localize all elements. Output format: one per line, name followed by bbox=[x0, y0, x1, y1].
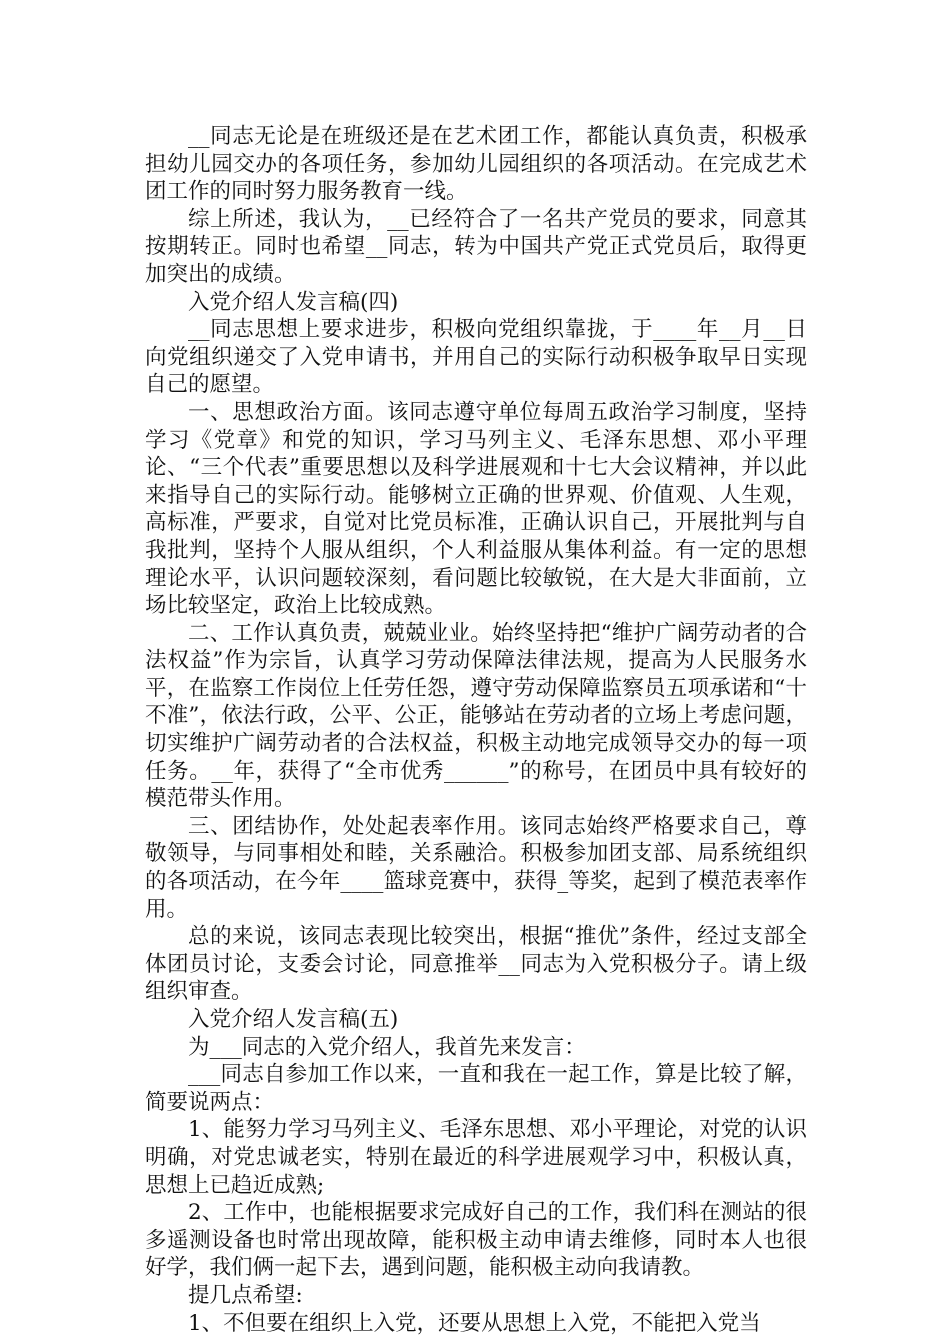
paragraph-work-attitude: 二、工作认真负责，兢兢业业。始终坚持把“维护广阔劳动者的合法权益”作为宗旨，认真学习劳动保障法律法规，提高为人民服务水平，在监察工作岗位上任劳任怨，遵守劳动保障监察员五项承诺和“十不准”，依法行政，公平、公正，能够站在劳动者的立场上考虑问题，切实维护广阔劳动者的合法权益，积极主动地完成领导交办的每一项任务。__年，获得了“全市优秀______”的称号，在团员中具有较好的模范带头作用。 bbox=[145, 620, 807, 812]
paragraph-conclusion: 总的来说，该同志表现比较突出，根据“推优”条件，经过支部全体团员讨论，支委会讨论，同意推举__同志为入党积极分子。请上级组织审查。 bbox=[145, 924, 807, 1005]
paragraph-acquaintance: ___同志自参加工作以来，一直和我在一起工作，算是比较了解，简要说两点： bbox=[145, 1062, 807, 1115]
paragraph-hopes-heading: 提几点希望: bbox=[188, 1282, 303, 1308]
paragraph-teamwork: 三、团结协作，处处起表率作用。该同志始终严格要求自己，尊敬领导，与同事相处和睦，关系融洽。积极参加团支部、局系统组织的各项活动，在今年____篮球竞赛中，获得_等奖，起到了模范表率作用。 bbox=[145, 813, 807, 922]
paragraph-hope-one: 1、不但要在组织上入党，还要从思想上入党，不能把入党当 bbox=[188, 1310, 761, 1336]
section-heading-four: 入党介绍人发言稿(四) bbox=[188, 289, 399, 315]
section-heading-five: 入党介绍人发言稿(五) bbox=[188, 1007, 399, 1032]
paragraph-summary-approval: 综上所述，我认为，__已经符合了一名共产党员的要求，同意其按期转正。同时也希望__同志，转为中国共产党正式党员后，取得更加突出的成绩。 bbox=[145, 206, 807, 287]
paragraph-point-one: 1、能努力学习马列主义、毛泽东思想、邓小平理论，对党的认识明确，对党忠诚老实，特别在最近的科学进展观学习中，积极认真，思想上已趋近成熟; bbox=[145, 1117, 807, 1198]
paragraph-introducer-opening: 为___同志的入党介绍人，我首先来发言： bbox=[188, 1034, 586, 1060]
paragraph-point-two: 2、工作中，也能根据要求完成好自己的工作，我们科在测站的很多遥测设备也时常出现故障，能积极主动申请去维修，同时本人也很好学，我们俩一起下去，遇到问题，能积极主动向我请教。 bbox=[145, 1200, 807, 1281]
paragraph-art-troupe-work: __同志无论是在班级还是在艺术团工作，都能认真负责，积极承担幼儿园交办的各项任务，参加幼儿园组织的各项活动。在完成艺术团工作的同时努力服务教育一线。 bbox=[145, 124, 807, 205]
paragraph-political-thought: 一、思想政治方面。该同志遵守单位每周五政治学习制度，坚持学习《党章》和党的知识，学习马列主义、毛泽东思想、邓小平理论、“三个代表”重要思想以及科学进展观和十七大会议精神，并以此来指导自己的实际行动。能够树立正确的世界观、价值观、人生观，高标准，严要求，自觉对比党员标准，正确认识自己，开展批判与自我批判，坚持个人服从组织，个人利益服从集体利益。有一定的思想理论水平，认识问题较深刻，看问题比较敏锐，在大是大非面前，立场比较坚定，政治上比较成熟。 bbox=[145, 399, 807, 619]
document-page bbox=[145, 123, 807, 1337]
paragraph-application-intro: __同志思想上要求进步，积极向党组织靠拢，于____年__月__日向党组织递交了入党申请书，并用自己的实际行动积极争取早日实现自己的愿望。 bbox=[145, 317, 807, 398]
